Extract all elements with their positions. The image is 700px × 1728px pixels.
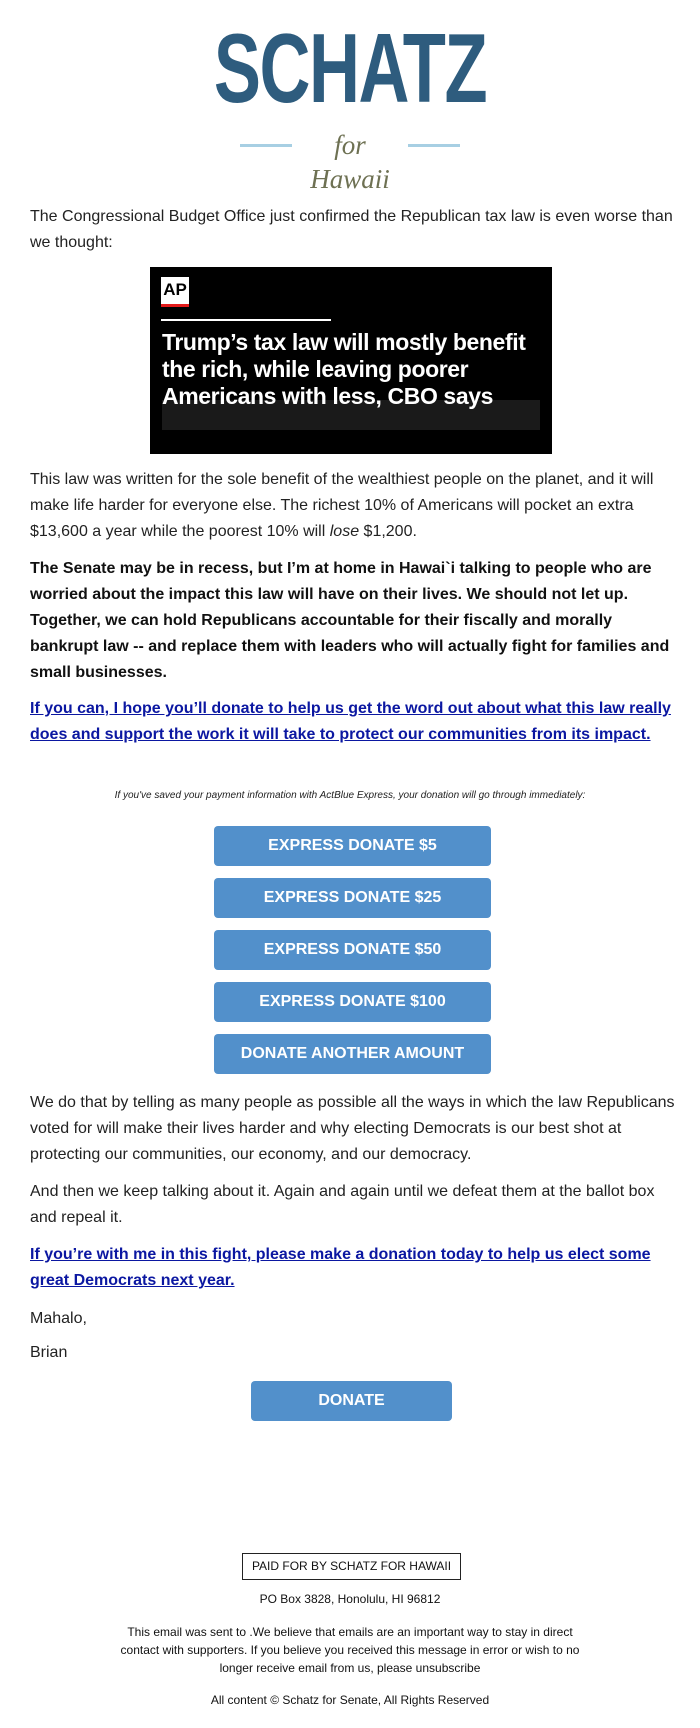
logo-tagline: for Hawaii [310, 130, 390, 194]
footer-copyright: All content © Schatz for Senate, All Rights Reserved [210, 1693, 490, 1707]
paragraph-keep-talking: And then we keep talking about it. Again and again until we defeat them at the ballot box and repeal it. [30, 1183, 655, 1226]
footer-disclaimer: This email was sent to .We believe that emails are an important way to stay in direct contact with supporters. If you believe you received this message in error or wish to no longer receive email from us, please unsubscribe [120, 1625, 580, 1675]
ap-logo: AP [161, 277, 189, 307]
emphasis-lose: lose [329, 523, 360, 540]
news-headline: Trump’s tax law will mostly benefit the rich, while leaving poorer Americans with less, CBO says [162, 329, 526, 409]
paragraph-telling-people: We do that by telling as many people as possible all the ways in which the law Republicans voted for will make their lives harder and why electing Democrats is our best shot at protecting our communities, our economy, and our democracy. [30, 1094, 675, 1163]
campaign-logo [0, 13, 700, 194]
donate-link-paragraph [30, 696, 675, 748]
logo-wordmark: SCHATZ [213, 13, 487, 123]
footer-address: PO Box 3828, Honolulu, HI 96812 [259, 1592, 441, 1606]
donate-another-amount-button[interactable]: DONATE ANOTHER AMOUNT [214, 1034, 491, 1074]
logo-line-left [240, 144, 292, 147]
actblue-express-note: If you've saved your payment information with ActBlue Express, your donation will go through immediately: [114, 790, 586, 801]
donate-link-impact[interactable]: If you can, I hope you’ll donate to help us get the word out about what this law really does and support the work it will take to protect our communities from its impact. [30, 700, 671, 743]
donate-button[interactable]: DONATE [251, 1381, 452, 1421]
news-divider [161, 319, 331, 321]
intro-paragraph: The Congressional Budget Office just confirmed the Republican tax law is even worse than we thought: [30, 208, 673, 251]
paragraph-tax-law [30, 467, 675, 545]
paragraph-tax-law-text: This law was written for the sole benefit of the wealthiest people on the planet, and it will make life harder for everyone else. The richest 10% of Americans will pocket an extra $13,600 a year while the poorest 10% will [30, 471, 654, 540]
express-donate-5-button[interactable]: EXPRESS DONATE $5 [214, 826, 491, 866]
signature: Brian [30, 1344, 68, 1361]
paragraph-recess: The Senate may be in recess, but I’m at home in Hawai`i talking to people who are worried about the impact this law will have on their lives. We should not let up. Together, we can hold Republicans accountable for their fiscally and morally bankrupt law -- and replace them with leaders who will actually fight for families and small businesses. [30, 560, 670, 681]
ap-logo-underline [161, 304, 189, 307]
paragraph-tax-law-end: $1,200. [359, 523, 417, 540]
express-donate-25-button[interactable]: EXPRESS DONATE $25 [214, 878, 491, 918]
news-headline-image [150, 267, 552, 454]
signoff: Mahalo, [30, 1310, 87, 1327]
donate-link-elect[interactable]: If you’re with me in this fight, please make a donation today to help us elect some great Democrats next year. [30, 1246, 651, 1289]
donate-link-paragraph-2 [30, 1242, 675, 1294]
logo-line-right [408, 144, 460, 147]
express-donate-50-button[interactable]: EXPRESS DONATE $50 [214, 930, 491, 970]
express-donate-100-button[interactable]: EXPRESS DONATE $100 [214, 982, 491, 1022]
paid-for-disclaimer: PAID FOR BY SCHATZ FOR HAWAII [242, 1553, 461, 1580]
